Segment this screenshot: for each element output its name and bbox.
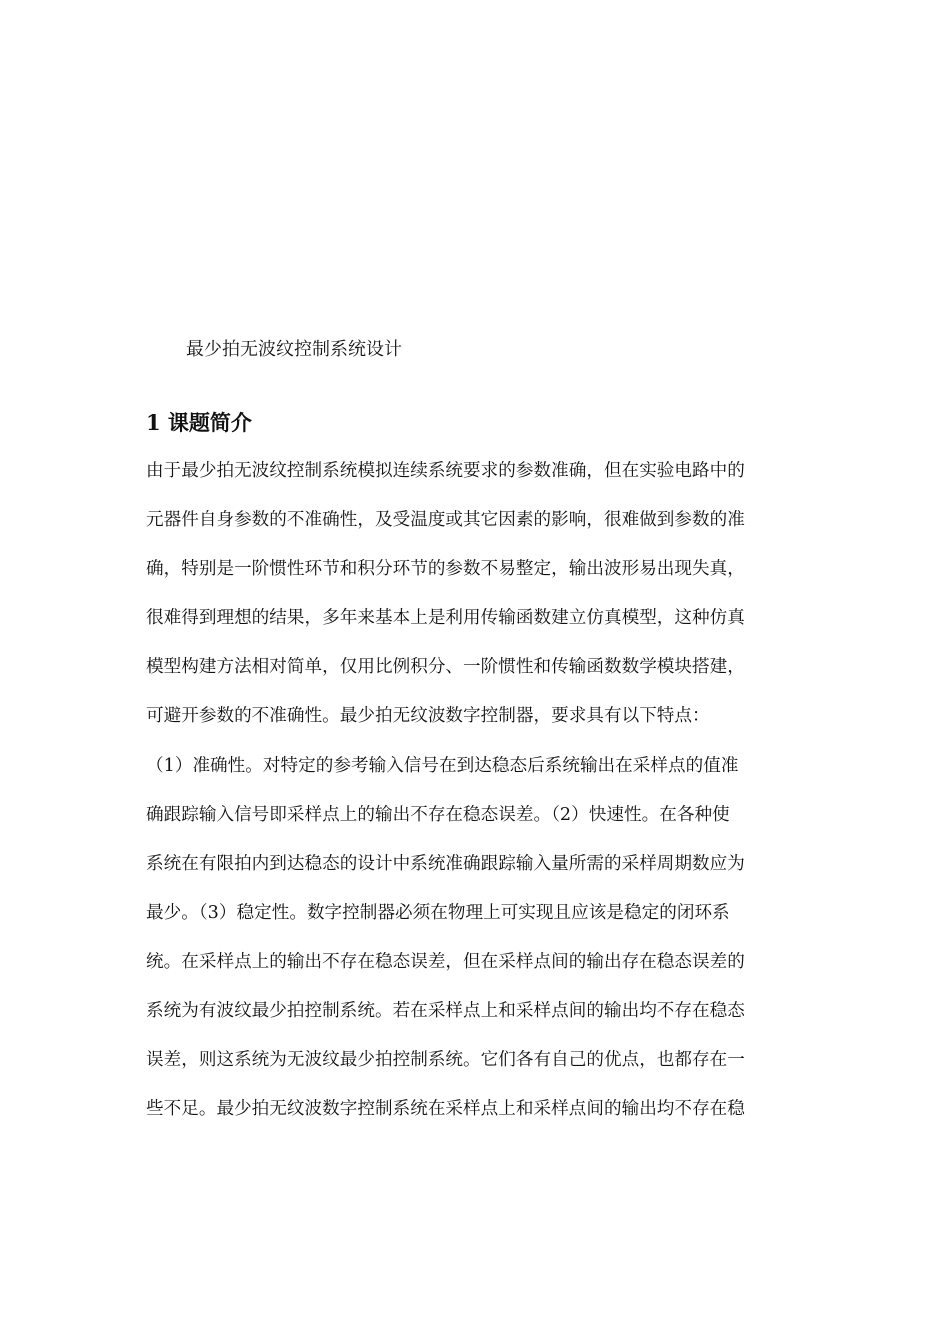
body-line: 确跟踪输入信号即采样点上的输出不存在稳态误差。（2）快速性。在各种使 [146, 804, 730, 825]
body-line: 很难得到理想的结果，多年来基本上是利用传输函数建立仿真模型，这种仿真 [146, 608, 745, 629]
body-line: （1）准确性。对特定的参考输入信号在到达稳态后系统输出在采样点的值准 [146, 755, 739, 776]
section-heading: 1 课题简介 [146, 410, 252, 435]
body-line: 最少。（3）稳定性。数字控制器必须在物理上可实现且应该是稳定的闭环系 [146, 902, 730, 923]
body-line: 系统为有波纹最少拍控制系统。若在采样点上和采样点间的输出均不存在稳态 [146, 1001, 745, 1022]
body-line: 模型构建方法相对简单，仅用比例积分、一阶惯性和传输函数数学模块搭建， [146, 657, 745, 678]
body-line: 统。在采样点上的输出不存在稳态误差，但在采样点间的输出存在稳态误差的 [146, 951, 745, 972]
body-line: 元器件自身参数的不准确性，及受温度或其它因素的影响，很难做到参数的准 [146, 510, 745, 531]
body-line: 由于最少拍无波纹控制系统模拟连续系统要求的参数准确，但在实验电路中的 [146, 461, 745, 481]
body-line: 些不足。最少拍无纹波数字控制系统在采样点上和采样点间的输出均不存在稳 [146, 1099, 745, 1120]
body-line: 确，特别是一阶惯性环节和积分环节的参数不易整定，输出波形易出现失真， [146, 559, 745, 580]
document-title: 最少拍无波纹控制系统设计 [186, 339, 402, 360]
body-line: 误差，则这系统为无波纹最少拍控制系统。它们各有自己的优点，也都存在一 [146, 1050, 745, 1071]
body-line: 可避开参数的不准确性。最少拍无纹波数字控制器，要求具有以下特点： [146, 706, 710, 727]
body-text [146, 453, 806, 1140]
body-line: 系统在有限拍内到达稳态的设计中系统准确跟踪输入量所需的采样周期数应为 [146, 853, 745, 874]
